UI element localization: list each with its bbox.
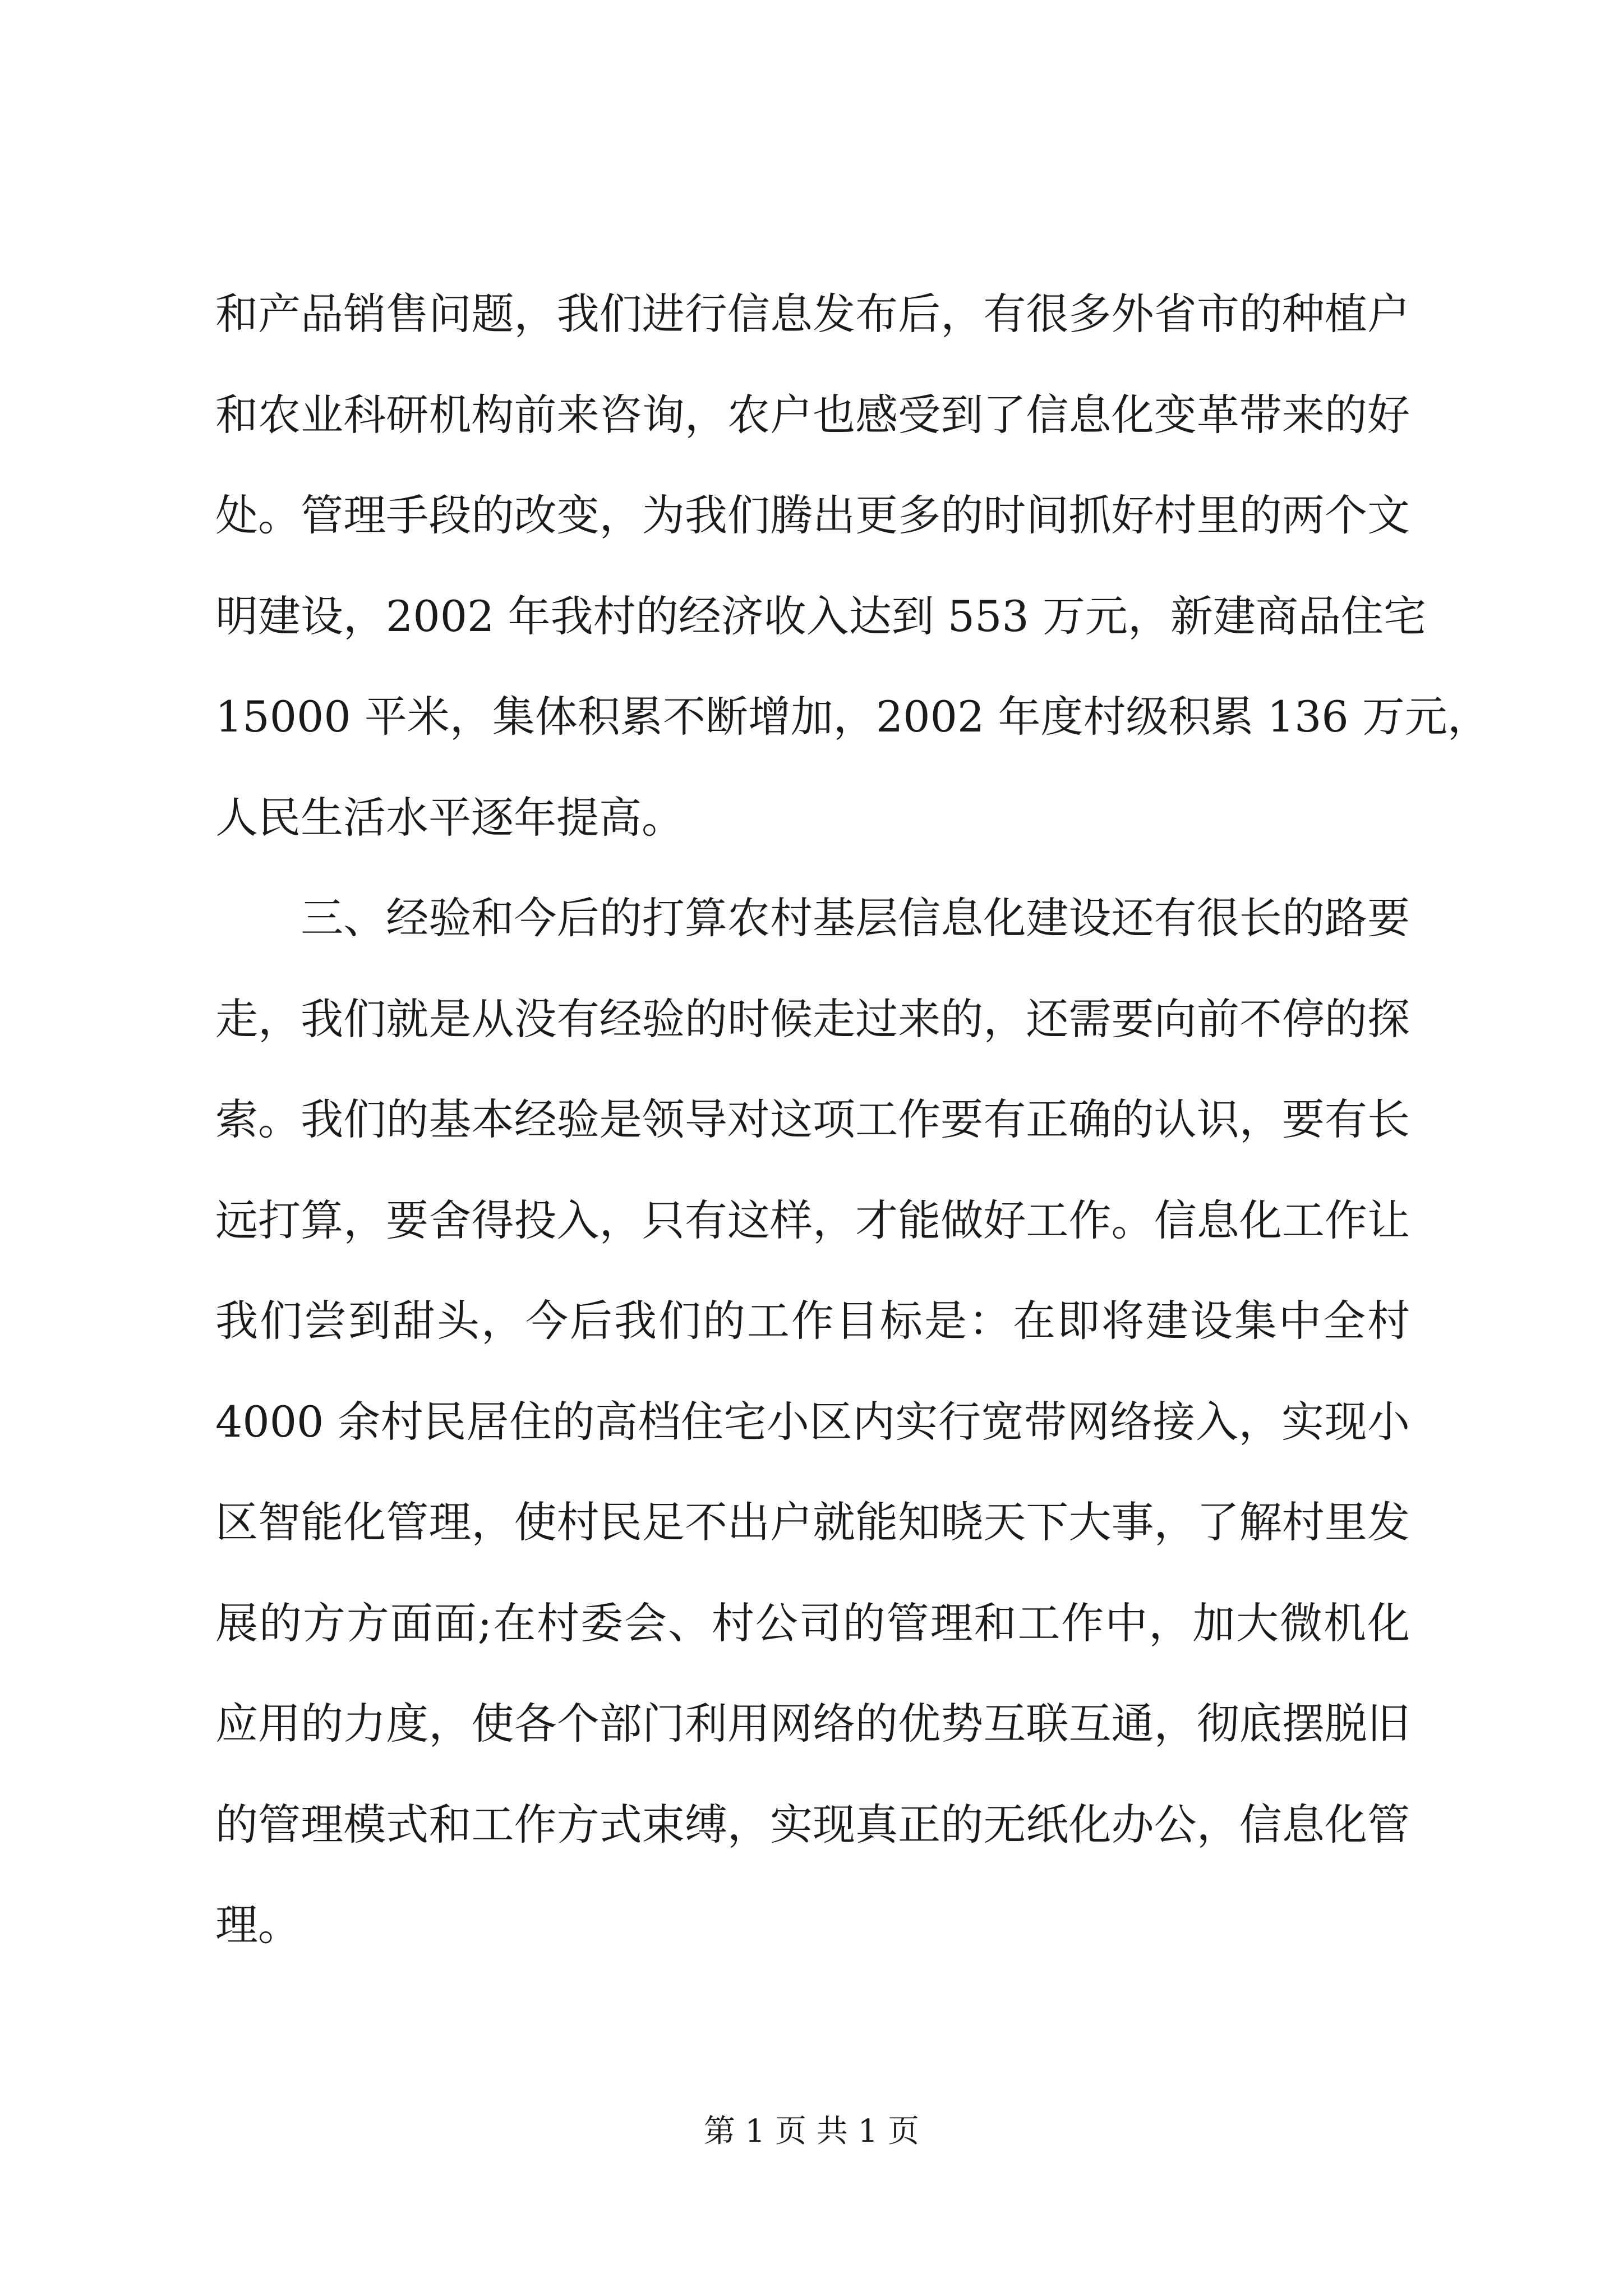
text-line: 三、经验和今后的打算农村基层信息化建设还有很长的路要 [215, 893, 1410, 943]
document-body [215, 264, 1490, 1976]
text-line: 远打算，要舍得投入，只有这样，才能做好工作。信息化工作让 [215, 1195, 1410, 1245]
text-line: 我们尝到甜头，今后我们的工作目标是：在即将建设集中全村 [215, 1296, 1410, 1346]
text-line: 索。我们的基本经验是领导对这项工作要有正确的认识，要有长 [215, 1094, 1410, 1144]
page-footer [0, 2112, 1623, 2151]
text-line: 明建设，2002 年我村的经济收入达到 553 万元，新建商品住宅 [215, 591, 1426, 641]
text-line: 和农业科研机构前来咨询，农户也感受到了信息化变革带来的好 [215, 389, 1410, 440]
text-line: 走，我们就是从没有经验的时候走过来的，还需要向前不停的探 [215, 993, 1410, 1044]
text-line: 处。管理手段的改变，为我们腾出更多的时间抓好村里的两个文 [215, 490, 1410, 540]
text-line: 展的方方面面;在村委会、村公司的管理和工作中，加大微机化 [215, 1598, 1410, 1648]
text-line: 4000 余村民居住的高档住宅小区内实行宽带网络接入，实现小 [215, 1396, 1410, 1447]
text-line: 理。 [215, 1900, 301, 1950]
text-line: 和产品销售问题，我们进行信息发布后，有很多外省市的种植户 [215, 289, 1410, 339]
text-line: 区智能化管理，使村民足不出户就能知晓天下大事，了解村里发 [215, 1497, 1410, 1547]
text-line: 应用的力度，使各个部门利用网络的优势互联互通，彻底摆脱旧 [215, 1699, 1410, 1749]
text-line: 人民生活水平逐年提高。 [215, 792, 684, 843]
text-line: 的管理模式和工作方式束缚，实现真正的无纸化办公，信息化管 [215, 1799, 1410, 1849]
text-line: 15000 平米，集体积累不断增加，2002 年度村级积累 136 万元， [215, 692, 1490, 742]
page-number: 第 1 页 共 1 页 [703, 2113, 920, 2150]
